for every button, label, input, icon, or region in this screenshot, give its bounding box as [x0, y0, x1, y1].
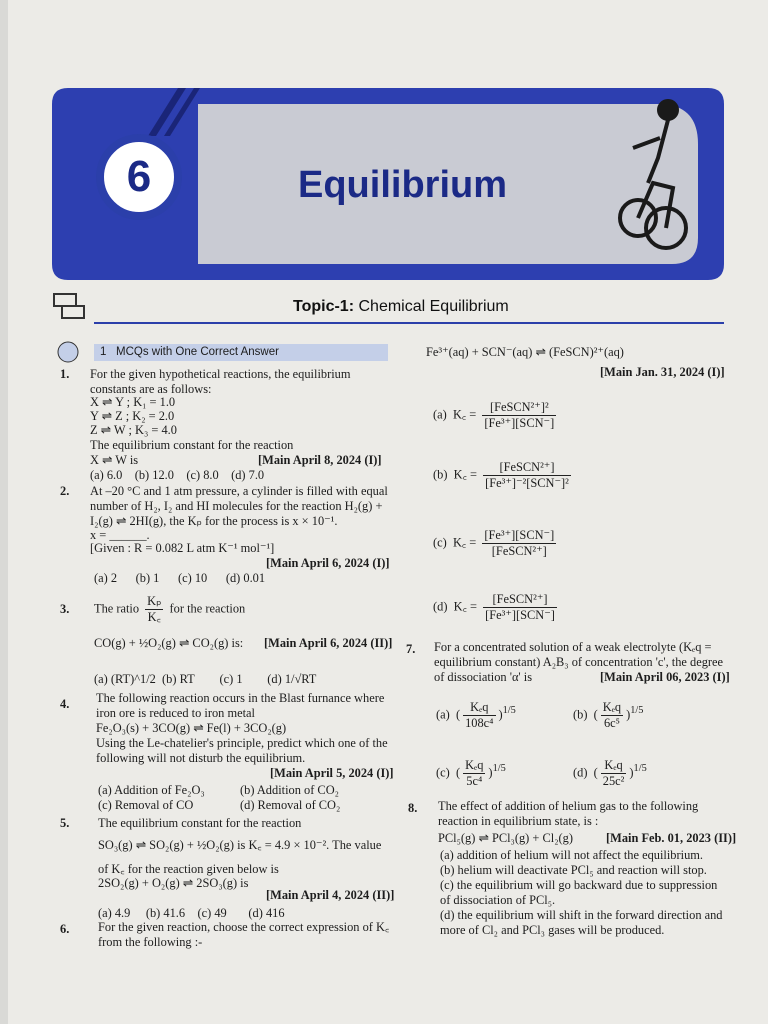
q3-text: The ratio $\frac{\text{Kₚ}}{K꜀}$ for the reaction	[94, 594, 246, 624]
q1-eq3: Z ⇌ W ; K₃ = 4.0	[90, 423, 177, 437]
q1-eq2: Y ⇌ Z ; K₂ = 2.0	[90, 409, 175, 423]
chapter-number: 6	[96, 134, 182, 220]
q8-reaction: PCl₅(g) ⇌ PCl₃(g) + Cl₂(g)	[438, 831, 573, 845]
page	[8, 0, 768, 1024]
q6-number: 6.	[60, 922, 70, 936]
q5-text2: of K꜀ for the reaction given below is	[98, 862, 279, 876]
q4-reaction: Fe₂O₃(s) + 3CO(g) ⇌ Fe(l) + 3CO₂(g)	[96, 721, 287, 735]
q2-number: 2.	[60, 484, 70, 498]
q4-number: 4.	[60, 697, 70, 711]
topic-icon	[52, 292, 88, 322]
q5-text: The equilibrium constant for the reaction	[98, 816, 302, 830]
q5-reaction: SO₃(g) ⇌ SO₂(g) + ½O₂(g) is K꜀ = 4.9 × 10⁻². The value	[98, 838, 382, 852]
q6-reaction: Fe³⁺(aq) + SCN⁻(aq) ⇌ (FeSCN)²⁺(aq)	[426, 345, 624, 359]
q1-text2: The equilibrium constant for the reaction	[90, 438, 294, 452]
q6-opt-a: (a) K꜀ = $\frac{\text{[FeSCN²⁺]²}}{\text{[Fe³⁺][SCN⁻]}}$	[433, 400, 555, 430]
q6-opt-b: (b) K꜀ = $\frac{\text{[FeSCN²⁺]}}{\text{[Fe³⁺]⁻²[SCN⁻]²}}$	[433, 460, 569, 490]
q4-text2: Using the Le-chatelier's principle, predict which one of the following will not disturb the equilibrium.	[96, 736, 388, 765]
q1-number: 1.	[60, 367, 70, 381]
section-bar: 1 MCQs with One Correct Answer	[94, 344, 388, 361]
q6-opt-c: (c) K꜀ = $\frac{\text{[Fe³⁺][SCN⁻]}}{\text{[FeSCN²⁺]}}$	[433, 528, 555, 558]
topic-heading: Topic-1: Chemical Equilibrium	[293, 298, 509, 315]
q8-tag: [Main Feb. 01, 2023 (II)]	[606, 831, 737, 845]
q1-tag: [Main April 8, 2024 (I)]	[258, 453, 382, 467]
q1-options: (a) 6.0 (b) 12.0 (c) 8.0 (d) 7.0	[90, 468, 265, 482]
q6-opt-d: (d) K꜀ = $\frac{\text{[FeSCN²⁺]}}{\text{[Fe³⁺][SCN⁻]}}$	[433, 592, 555, 622]
q8-opt-b: (b) helium will deactivate PCl₅ and reaction will stop.	[440, 863, 707, 877]
q2-tag: [Main April 6, 2024 (I)]	[266, 556, 390, 570]
q1-eq4: X ⇌ W is	[90, 453, 139, 467]
q3-tag: [Main April 6, 2024 (II)]	[264, 636, 393, 650]
q6-text: For the given reaction, choose the correct expression of K꜀ from the following :-	[98, 920, 390, 949]
q4-opt-b: (b) Addition of CO₂	[240, 783, 339, 797]
q4-opt-d: (d) Removal of CO₂	[240, 798, 341, 812]
q1-eq1: X ⇌ Y ; K₁ = 1.0	[90, 395, 176, 409]
mcq-icon	[56, 340, 80, 364]
q2-given: [Given : R = 0.082 L atm K⁻¹ mol⁻¹]	[90, 541, 275, 555]
q2-x: x = ______.	[90, 528, 150, 542]
q7-opt-a: (a) ( $\frac{\text{Kₑq}}{\text{108c⁴}}$ )$^{1/5}$	[436, 700, 516, 730]
q5-options: (a) 4.9 (b) 41.6 (c) 49 (d) 416	[98, 906, 285, 920]
q7-opt-c: (c) ( $\frac{\text{Kₑq}}{\text{5c⁴}}$ )$^{1/5}$	[436, 758, 506, 788]
q4-tag: [Main April 5, 2024 (I)]	[270, 766, 394, 780]
q5-reaction2: 2SO₂(g) + O₂(g) ⇌ 2SO₃(g) is	[98, 876, 249, 890]
q2-text: At –20 °C and 1 atm pressure, a cylinder is filled with equal number of H₂, I₂ and HI molecules for the reaction H₂(g) + I₂(g) ⇌ 2HI(g), the Kₚ for the process is x × 10⁻¹.	[90, 484, 388, 528]
q1-text: For the given hypothetical reactions, the equilibrium constants are as follows:	[90, 367, 351, 396]
q8-text: The effect of addition of helium gas to the following reaction in equilibrium state, is :	[438, 799, 699, 828]
topic-divider	[94, 322, 724, 324]
q8-number: 8.	[408, 801, 418, 815]
q6-tag: [Main Jan. 31, 2024 (I)]	[600, 365, 725, 379]
q8-opt-d: (d) the equilibrium will shift in the forward direction and more of Cl₂ and PCl₃ gases will be produced.	[440, 908, 723, 937]
q4-text: The following reaction occurs in the Blast furnance where iron ore is reduced to iron metal	[96, 691, 385, 720]
q7-opt-b: (b) ( $\frac{\text{Kₑq}}{\text{6c⁵}}$ )$^{1/5}$	[573, 700, 644, 730]
q7-number: 7.	[406, 642, 416, 656]
q5-number: 5.	[60, 816, 70, 830]
q8-opt-a: (a) addition of helium will not affect the equilibrium.	[440, 848, 704, 862]
q7-text: For a concentrated solution of a weak electrolyte (Kₑq = equilibrium constant) A₂B₃ of concentration 'c', the degree of dissociation 'α' is	[434, 640, 724, 684]
q3-reaction: CO(g) + ½O₂(g) ⇌ CO₂(g) is:	[94, 636, 244, 650]
q5-tag: [Main April 4, 2024 (II)]	[266, 888, 395, 902]
q3-options: (a) (RT)^1/2 (b) RT (c) 1 (d) 1/√RT	[94, 672, 317, 686]
q8-opt-c: (c) the equilibrium will go backward due to suppression of dissociation of PCl₅.	[440, 878, 718, 907]
q7-opt-d: (d) ( $\frac{\text{Kₑq}}{\text{25c²}}$ )$^{1/5}$	[573, 758, 647, 788]
q4-opt-c: (c) Removal of CO	[98, 798, 194, 812]
chapter-title: Equilibrium	[298, 164, 507, 206]
q2-options: (a) 2 (b) 1 (c) 10 (d) 0.01	[94, 571, 266, 585]
q4-opt-a: (a) Addition of Fe₂O₃	[98, 783, 205, 797]
q7-tag: [Main April 06, 2023 (I)]	[600, 670, 730, 684]
q3-number: 3.	[60, 602, 70, 616]
